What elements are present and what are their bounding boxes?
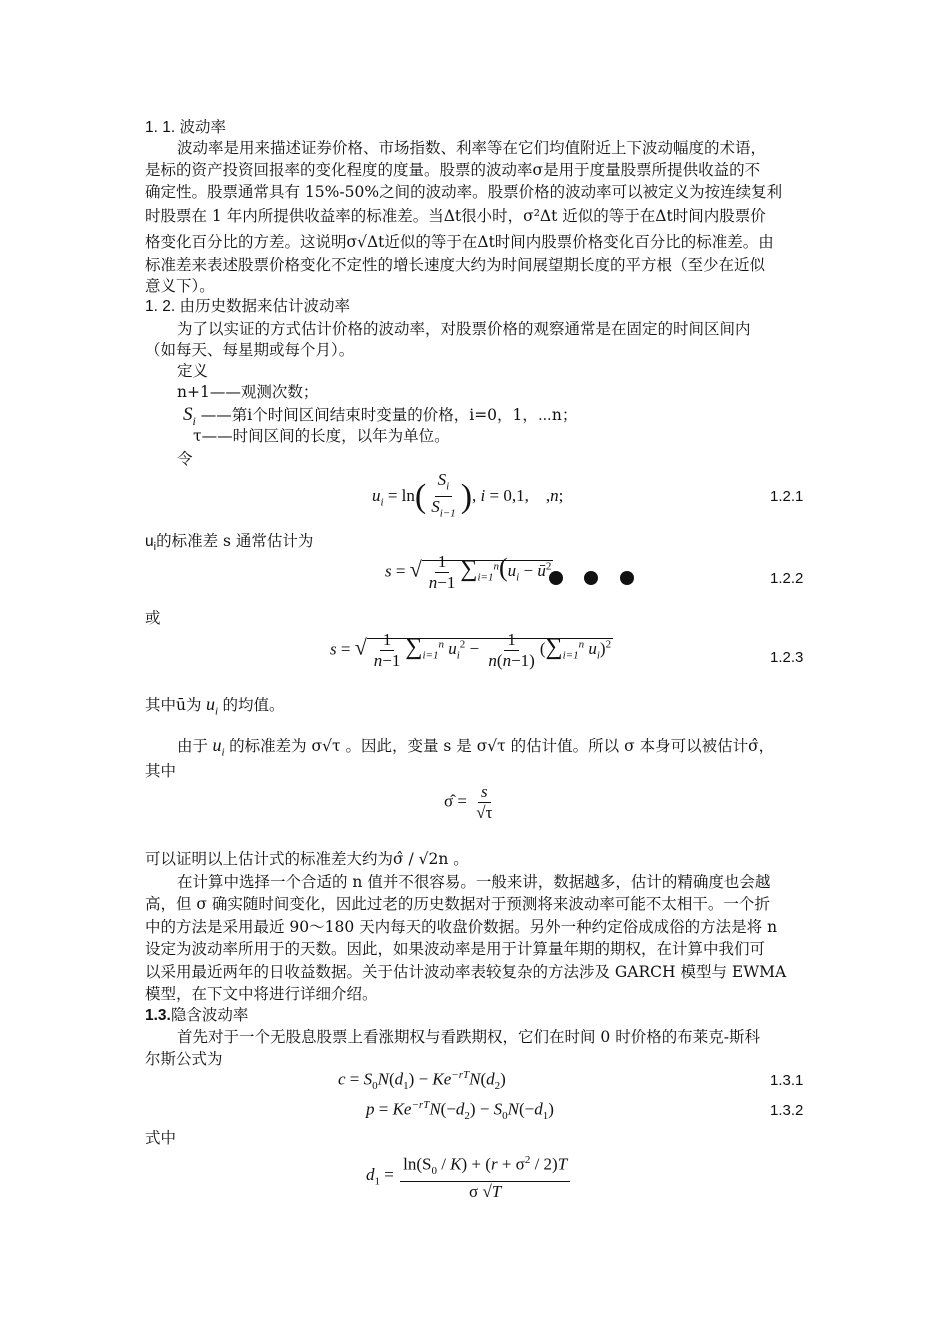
std-text-a: 由于 bbox=[177, 737, 209, 755]
para-line: 设定为波动率所用于的天数。因此，如果波动率是用于计算量年期的期权，在计算中我们可 bbox=[145, 940, 766, 958]
ui-std-text: 的标准差 s 通常估计为 bbox=[156, 532, 314, 550]
para-line: 是标的资产投资回报率的变化程度的度量。股票的波动率σ是用于度量股票所提供收益的不 bbox=[145, 161, 761, 179]
definition-label: 定义 bbox=[177, 362, 209, 380]
para-line: 为了以实证的方式估计价格的波动率，对股票价格的观察通常是在固定的时间区间内 bbox=[177, 320, 751, 338]
std-text-b: 的标准差为 σ√τ 。因此，变量 s 是 σ√τ 的估计值。所以 σ 本身可以被估计σ̂， bbox=[229, 737, 775, 755]
equation-d1: $d_1$ = $\frac{\ln(S_0 / K) + (r + \sigma^2 / 2)T}{\sigma √T}$ bbox=[366, 1150, 572, 1202]
definition-s-text: ——第i个时间区间结束时变量的价格，i=0，1，⋯n； bbox=[200, 406, 578, 424]
bullet-dot bbox=[584, 571, 598, 585]
para-line: 高，但 σ 确实随时间变化，因此过老的历史数据对于预测将来波动率可能不太相干。一个折 bbox=[145, 895, 770, 913]
para-line: 时股票在 1 年内所提供收益率的标准差。当Δt很小时，σ²Δt 近似的等于在Δt时间内股票价 bbox=[145, 207, 766, 225]
bullet-dot bbox=[549, 571, 563, 585]
para-line: 波动率是用来描述证券价格、市场指数、利率等在它们均值附近上下波动幅度的术语， bbox=[177, 139, 767, 157]
mean-text-2: 的均值。 bbox=[222, 696, 285, 714]
para-line: 以采用最近两年的日收益数据。关于估计波动率表较复杂的方法涉及 GARCH 模型与 EWMA bbox=[145, 963, 787, 981]
para-line: 确定性。股票通常具有 15%-50%之间的波动率。股票价格的波动率可以被定义为按连续复利 bbox=[145, 183, 783, 201]
equation-number: 1.2.1 bbox=[770, 488, 804, 505]
equation-1-2-3: s = √ $\frac{1}{n-1}$ $\sum_{i=1}^n$ $u_i^2$ − $\frac{1}{n(n-1)}$ ($\sum_{i=1}^n$ $u_i)^2$ bbox=[330, 630, 612, 670]
para-line: 中的方法是采用最近 90～180 天内每天的收盘价数据。另外一种约定俗成成俗的方法是将 n bbox=[145, 918, 778, 936]
mean-line: 其中ū为 $u_i$ 的均值。 bbox=[145, 694, 285, 718]
bullet-dot bbox=[620, 571, 634, 585]
section-1-2-heading: 1. 2. 由历史数据来估计波动率 bbox=[145, 298, 350, 315]
para-line: 格变化百分比的方差。这说明σ√Δt近似的等于在Δt时间内股票价格变化百分比的标准差。由 bbox=[145, 233, 774, 251]
section-1-3-number: 1.3. bbox=[145, 1007, 171, 1024]
equation-1-3-1: $c = S_0N(d_1) - Ke^{-rT}N(d_2)$ bbox=[338, 1069, 506, 1093]
para-line: 模型，在下文中将进行详细介绍。 bbox=[145, 985, 378, 1003]
section-1-1-heading: 1. 1. 波动率 bbox=[145, 119, 226, 136]
ui-std-line: $u_i$的标准差 s 通常估计为 bbox=[145, 532, 314, 554]
section-1-3-heading bbox=[145, 1005, 248, 1026]
mean-text: 其中ū为 bbox=[145, 696, 202, 714]
para-line: （如每天、每星期或每个月）。 bbox=[145, 341, 355, 359]
para-line: 尔斯公式为 bbox=[145, 1050, 223, 1068]
para-line: 首先对于一个无股息股票上看涨期权与看跌期权，它们在时间 0 时价格的布莱克-斯科 bbox=[177, 1028, 760, 1046]
equation-1-2-1: $u_i = \ln$( $\frac{S_i}{S_{i-1}}$ ), i = 0,1, ,n; bbox=[372, 470, 564, 520]
equation-number: 1.3.2 bbox=[770, 1102, 804, 1119]
para-line: 意义下）。 bbox=[145, 277, 215, 295]
para-line: 标准差来表述股票价格变化不定性的增长速度大约为时间展望期长度的平方根（至少在近似 bbox=[145, 256, 766, 274]
where-label: 式中 bbox=[145, 1129, 177, 1147]
where-label: 其中 bbox=[145, 762, 177, 780]
or-label: 或 bbox=[145, 609, 161, 627]
let-label: 令 bbox=[177, 450, 193, 468]
equation-sigma-hat: σ̂ = $\frac{s}{√\tau}$ bbox=[444, 782, 493, 822]
definition-tau: τ——时间区间的长度，以年为单位。 bbox=[193, 427, 450, 445]
std-line: 由于 $u_i$ 的标准差为 σ√τ 。因此，变量 s 是 σ√τ 的估计值。所以 σ 本身可以被估计σ̂， bbox=[177, 735, 775, 759]
para-line: 在计算中选择一个合适的 n 值并不很容易。一般来讲，数据越多，估计的精确度也会越 bbox=[177, 873, 771, 891]
definition-s: $S_i$ ——第i个时间区间结束时变量的价格，i=0，1，⋯n； bbox=[183, 404, 578, 428]
equation-1-2-2: s = √ $\frac{1}{n-1}$ $\sum_{i=1}^n(u_i$ − $ū^2$ bbox=[385, 552, 552, 592]
equation-number: 1.2.2 bbox=[770, 570, 804, 587]
equation-1-3-2: $p = Ke^{-rT}N(-d_2) - S_0N(-d_1)$ bbox=[366, 1099, 554, 1123]
proof-line: 可以证明以上估计式的标准差大约为σ̂ / √2n 。 bbox=[145, 850, 469, 868]
equation-number: 1.2.3 bbox=[770, 649, 804, 666]
definition-n: n+1——观测次数； bbox=[177, 383, 319, 401]
equation-number: 1.3.1 bbox=[770, 1072, 804, 1089]
section-1-3-title: 隐含波动率 bbox=[170, 1006, 249, 1024]
